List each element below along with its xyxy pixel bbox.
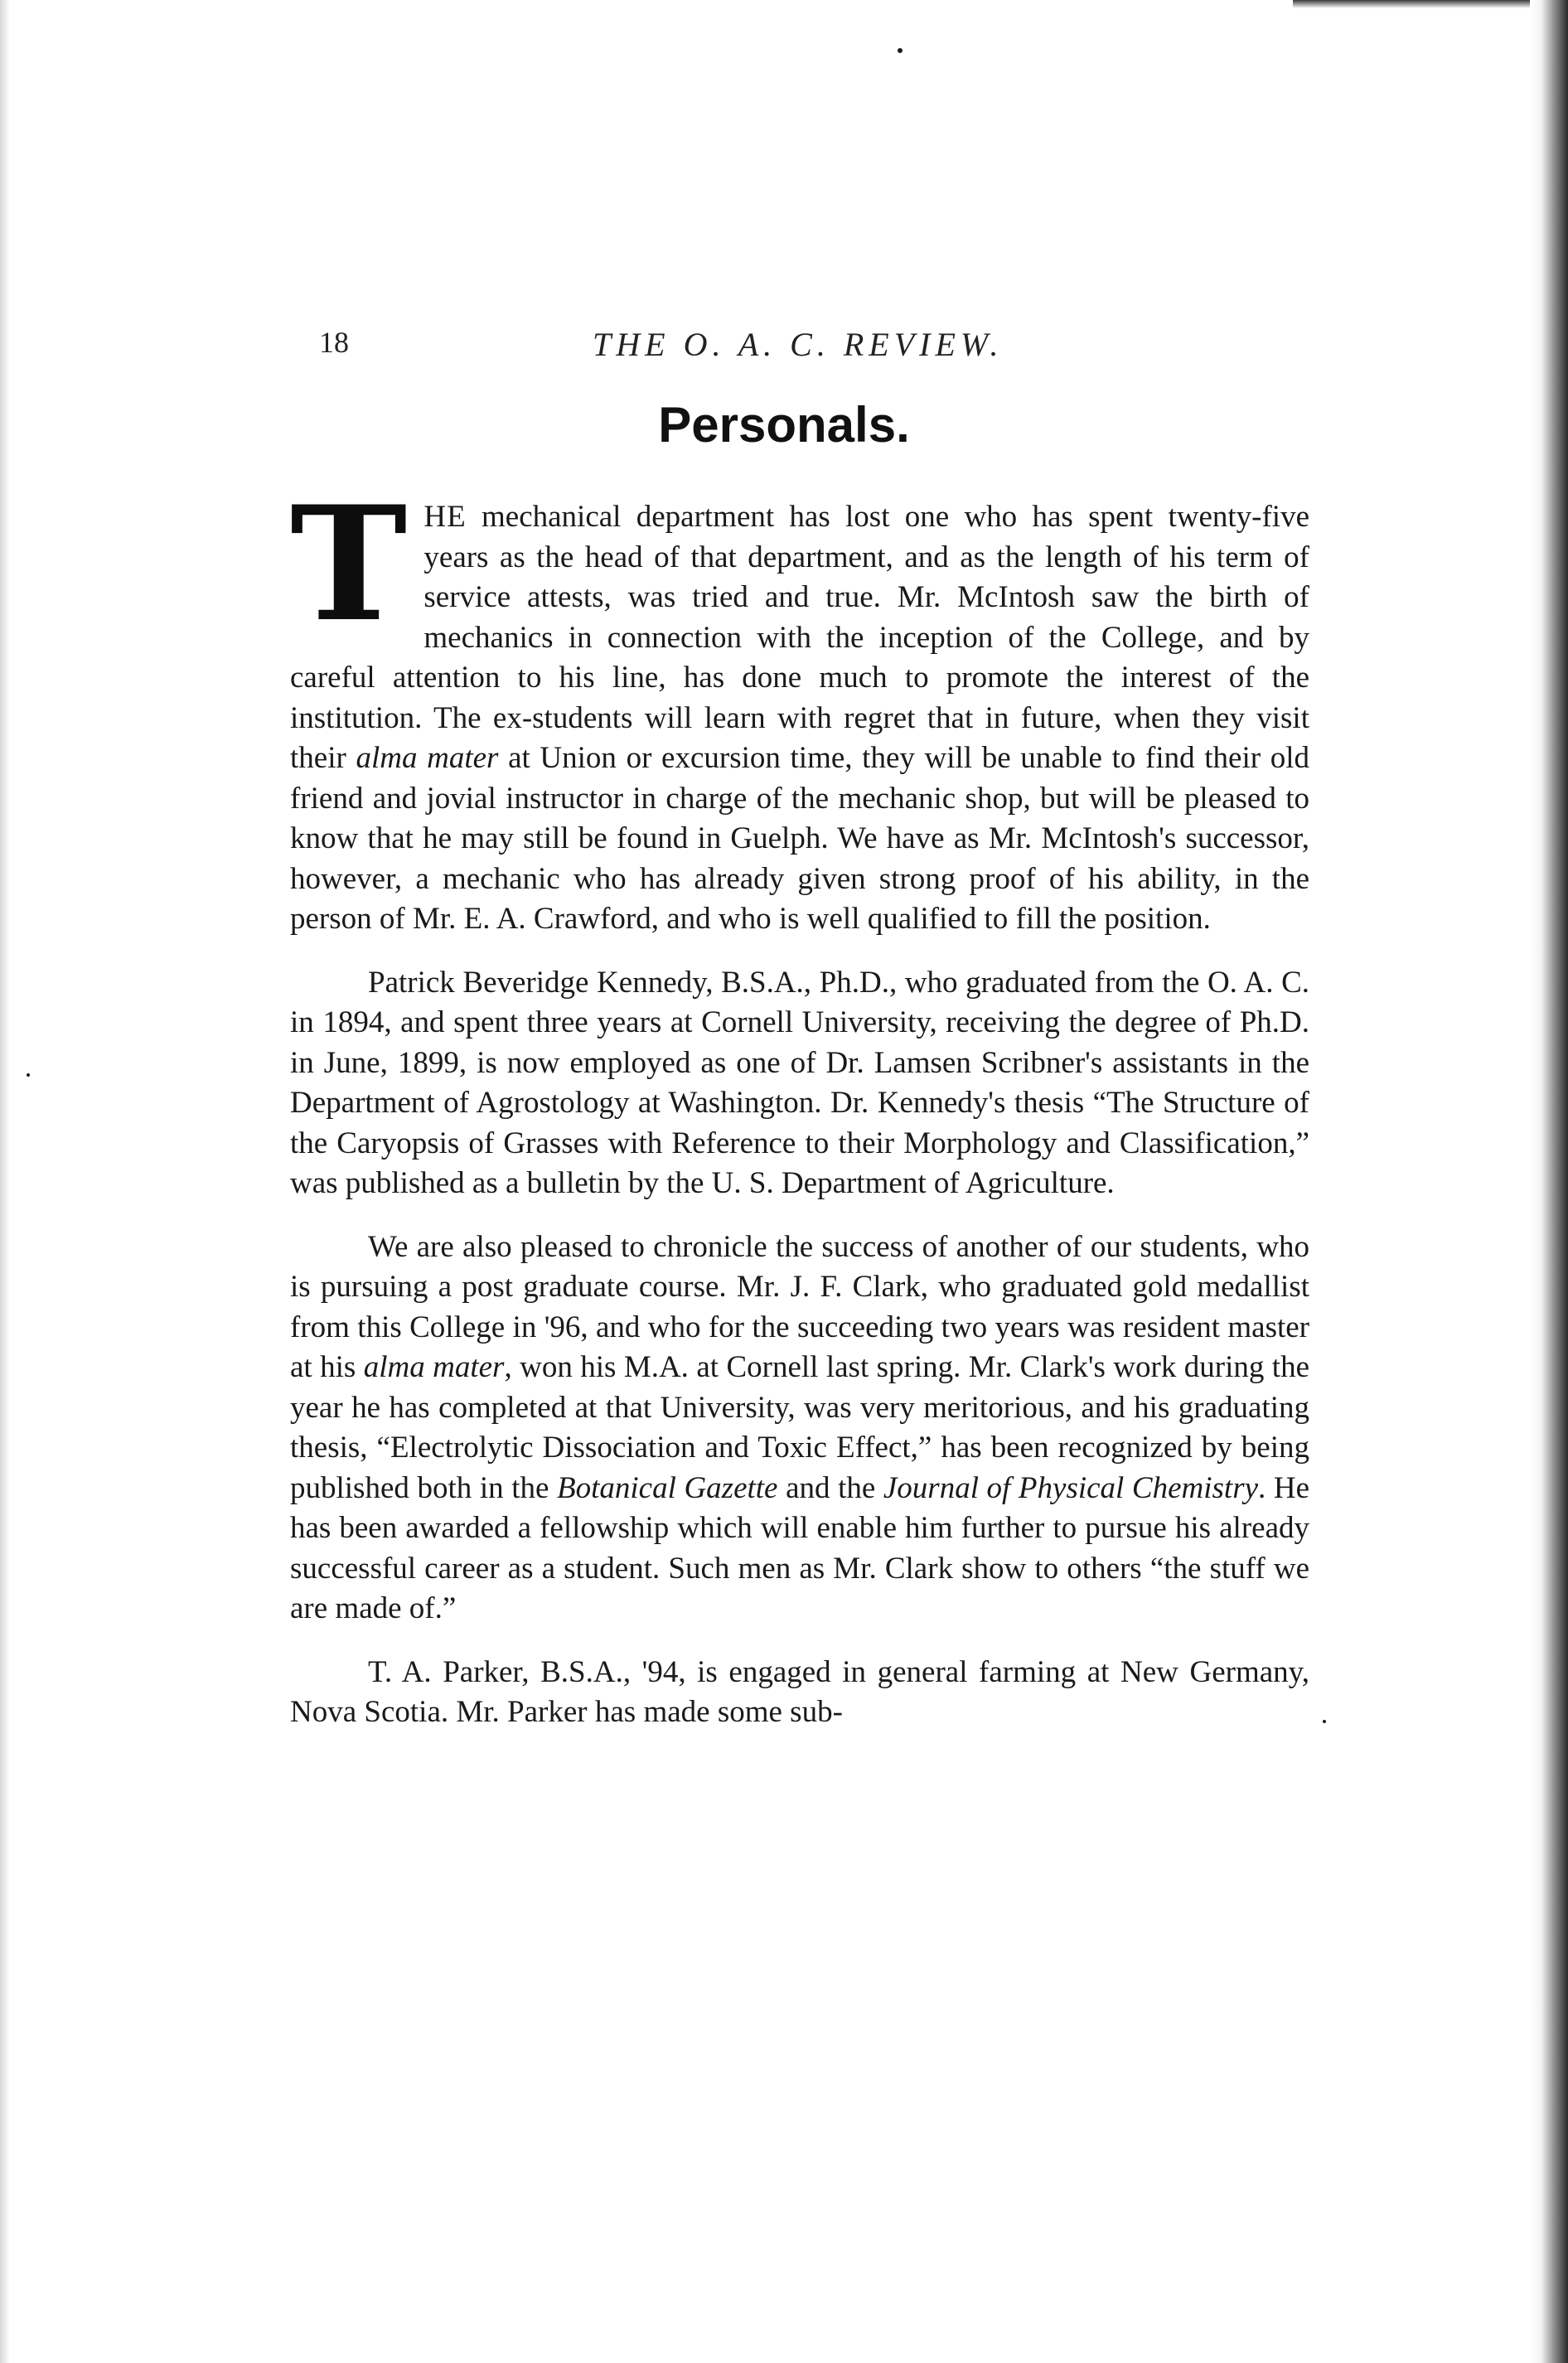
paragraph-clark [290, 1228, 1309, 1629]
paragraph-text: mechanical department has lost one who has spent twenty-five years as the head of that department, and as the length of his term of service attests, was tried and true. Mr. McIntosh saw the birth of mechanics in connection with the inception of the College, and by careful attention to his line, has done much to promote the interest of the institution. The ex-students will learn with regret that in future, when they visit their [290, 500, 1309, 775]
section-title: Personals. [658, 397, 910, 453]
paragraph-text: . He has been awarded a fellowship which will enable him further to pursue his already successful career as a student. Such men as Mr. Clark show to others “the stuff we are made of.” [290, 1470, 1310, 1625]
paragraph-text: Patrick Beveridge Kennedy, B.S.A., Ph.D., who graduated from the O. A. C. in 1894, and spent three years at Cornell University, receiving the degree of Ph.D. in June, 1899, is now employed as one of Dr. Lamsen Scribner's assistants in the Department of Agrostology at Washington. Dr. Kennedy's thesis “The Structure of the Caryopsis of Grasses with Reference to their Morphology and Classification,” was published as a bulletin by the U. S. Department of Agriculture. [290, 965, 1309, 1200]
paragraph-parker [290, 1653, 1309, 1733]
page-number: 18 [319, 326, 349, 359]
italic-phrase: alma mater [363, 1350, 505, 1384]
scan-speck [27, 1073, 30, 1077]
scan-top-edge [1293, 0, 1568, 8]
paragraph-text: We are also pleased to chronicle the success of another of our students, who is pursuing a post graduate course. Mr. J. F. Clark, who graduated gold medallist from this College in '96, and who for the succeeding two years was resident master at his [290, 1229, 1309, 1384]
drop-cap: T [290, 472, 408, 656]
paragraph-text: at Union or excursion time, they will be unable to find their old friend and jovial instructor in charge of the mechanic shop, but will be pleased to know that he may still be found in Guelph. We have as Mr. McIntosh's successor, however, a mechanic who has already given strong proof of his ability, in the person of Mr. E. A. Crawford, and who is well qualified to fill the position. [290, 741, 1309, 936]
scan-speck [1323, 1720, 1326, 1723]
scan-left-edge [0, 0, 10, 2363]
italic-phrase: alma mater [356, 741, 499, 775]
paragraph-text: and the [777, 1470, 883, 1505]
article-body [290, 472, 1310, 1756]
italic-phrase: Botanical Gazette [557, 1470, 778, 1505]
paragraph-text: , won his M.A. at Cornell last spring. Mr. Clark's work during the year he has completed at that University, was very meritorious, and his graduating thesis, “Electrolytic Dissociation and Toxic Effect,” has been recognized by being published both in the [290, 1350, 1309, 1505]
scan-speck [898, 48, 903, 53]
paragraph-kennedy [290, 963, 1309, 1204]
journal-title: THE O. A. C. REVIEW. [593, 326, 1004, 363]
running-head [319, 325, 1305, 375]
paragraph-text: T. A. Parker, B.S.A., '94, is engaged in general farming at New Germany, Nova Scotia. Mr. Parker has made some sub- [290, 1654, 1309, 1729]
scan-right-edge [1530, 0, 1568, 2363]
italic-phrase: Journal of Physical Chemistry [883, 1470, 1259, 1505]
paragraph-mcintosh [290, 472, 1309, 940]
paragraph-lead-caps: HE [423, 500, 467, 534]
